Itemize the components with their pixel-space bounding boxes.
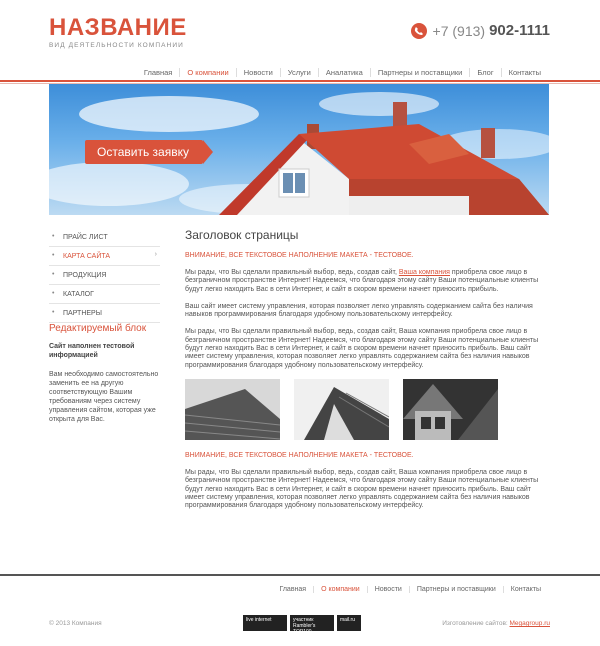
header-divider — [0, 80, 600, 82]
footer-divider — [0, 574, 600, 576]
page-title: Заголовок страницы — [185, 228, 299, 242]
paragraph: Ваш сайт имеет систему управления, которая позволяет легко управлять содержанием сайта без наличия навыков программирования благодаря удобному пользовательскому интерфейсу. — [185, 302, 533, 319]
nav-item-about[interactable]: О компании — [179, 68, 235, 77]
phone-number: 902-1111 — [489, 22, 550, 39]
editable-block-text: Вам необходимо самостоятельно заменить ее на другую соответствующую Вашим требованиям через систему управления сайтом, которая уже открыта для Вас. — [49, 371, 159, 423]
banner — [49, 84, 549, 215]
logo-subtitle: ВИД ДЕЯТЕЛЬНОСТИ КОМПАНИИ — [49, 42, 184, 49]
editable-block — [49, 323, 160, 424]
footer-nav-news[interactable]: Новости — [367, 586, 409, 593]
paragraph: Мы рады, что Вы сделали правильный выбор, ведь, создав сайт, Ваша компания приобрела свое лицо в безграничном пространстве Интернет! Надеемся, что благодаря этому сайту Ваши потенциальные клиенты будут легко находить Вас в сети Интернет, и сайт в скором времени начнет приносить прибыль. Ваш сайт имеет систему управления, которая позволяет легко управлять содержанием сайта без наличия навыков программирования благодаря удобному пользовательскому интерфейсу. — [185, 468, 539, 510]
phone-code: +7 (913) — [432, 22, 486, 39]
made-by-label: Изготовление сайтов: — [442, 620, 508, 627]
roof-photo[interactable] — [294, 379, 389, 440]
sidebar-item-products[interactable]: • ПРОДУКЦИЯ — [49, 266, 160, 285]
notice-text: ВНИМАНИЕ, ВСЕ ТЕКСТОВОЕ НАПОЛНЕНИЕ МАКЕТА - ТЕСТОВОЕ. — [185, 252, 414, 259]
footer-nav-about[interactable]: О компании — [313, 586, 367, 593]
footer-nav — [272, 586, 548, 593]
megagroup-link[interactable]: Megagroup.ru — [509, 620, 550, 627]
sidebar-item-sitemap[interactable]: • КАРТА САЙТА › — [49, 247, 160, 266]
liveinternet-badge[interactable]: live internet — [243, 615, 287, 631]
nav-item-partners[interactable]: Партнеры и поставщики — [370, 68, 470, 77]
editable-block-subtitle: Сайт наполнен тестовой информацией — [49, 343, 135, 359]
footer-nav-home[interactable]: Главная — [279, 586, 307, 593]
photo-gallery — [185, 379, 550, 440]
nav-item-home[interactable]: Главная — [143, 68, 173, 77]
counter-badges — [243, 615, 361, 635]
footer-nav-partners[interactable]: Партнеры и поставщики — [409, 586, 503, 593]
paragraph-text: приобрела свое лицо в безграничном пространстве Интернет! Надеемся, что благодаря этому сайту Ваши потенциальные клиенты будут легко находить Вас в сети Интернет, и сайт в скором времени начнет приносить прибыль. — [185, 269, 539, 293]
phone-block — [411, 22, 550, 39]
nav-item-analytics[interactable]: Аналатика — [318, 68, 370, 77]
nav-item-services[interactable]: Услуги — [280, 68, 318, 77]
roof-photo[interactable] — [185, 379, 280, 440]
sidebar-item-partners[interactable]: • ПАРТНЕРЫ — [49, 304, 160, 323]
paragraph — [185, 269, 550, 294]
logo-title: НАЗВАНИЕ — [49, 14, 187, 41]
made-by — [442, 620, 550, 627]
rambler-top100-badge[interactable]: участник Rambler's TOP100 — [290, 615, 334, 631]
main-content — [185, 228, 550, 519]
notice-text: ВНИМАНИЕ, ВСЕ ТЕКСТОВОЕ НАПОЛНЕНИЕ МАКЕТА - ТЕСТОВОЕ. — [185, 451, 414, 459]
editable-block-title: Редактируемый блок — [49, 323, 147, 334]
roof-photo[interactable] — [403, 379, 498, 440]
nav-item-contacts[interactable]: Контакты — [501, 68, 548, 77]
company-link[interactable]: Ваша компания — [398, 269, 450, 276]
paragraph: Мы рады, что Вы сделали правильный выбор, ведь, создав сайт, Ваша компания приобрела свое лицо в безграничном пространстве Интернет! Надеемся, что благодаря этому сайту Ваши потенциальные клиенты будут легко находить Вас в сети Интернет, и сайт в скором времени начнет приносить прибыль. Ваш сайт имеет систему управления, которая позволяет легко управлять содержанием сайта без наличия навыков программирования благодаря удобному пользовательскому интерфейсу. — [185, 328, 539, 369]
paragraph-text: Мы рады, что Вы сделали правильный выбор, ведь, создав сайт, — [185, 269, 399, 276]
main-nav — [137, 68, 548, 77]
copyright: © 2013 Компания — [49, 620, 102, 627]
mailru-badge[interactable]: mail.ru — [337, 615, 361, 631]
phone-icon — [411, 23, 427, 39]
logo[interactable] — [49, 15, 187, 49]
sidebar-menu — [49, 228, 160, 323]
footer-nav-contacts[interactable]: Контакты — [503, 586, 548, 593]
nav-item-blog[interactable]: Блог — [469, 68, 500, 77]
sidebar-item-price-list[interactable]: • ПРАЙС ЛИСТ — [49, 228, 160, 247]
nav-item-news[interactable]: Новости — [236, 68, 280, 77]
order-request-button[interactable]: Оставить заявку — [85, 140, 203, 164]
sidebar-item-catalog[interactable]: • КАТАЛОГ — [49, 285, 160, 304]
